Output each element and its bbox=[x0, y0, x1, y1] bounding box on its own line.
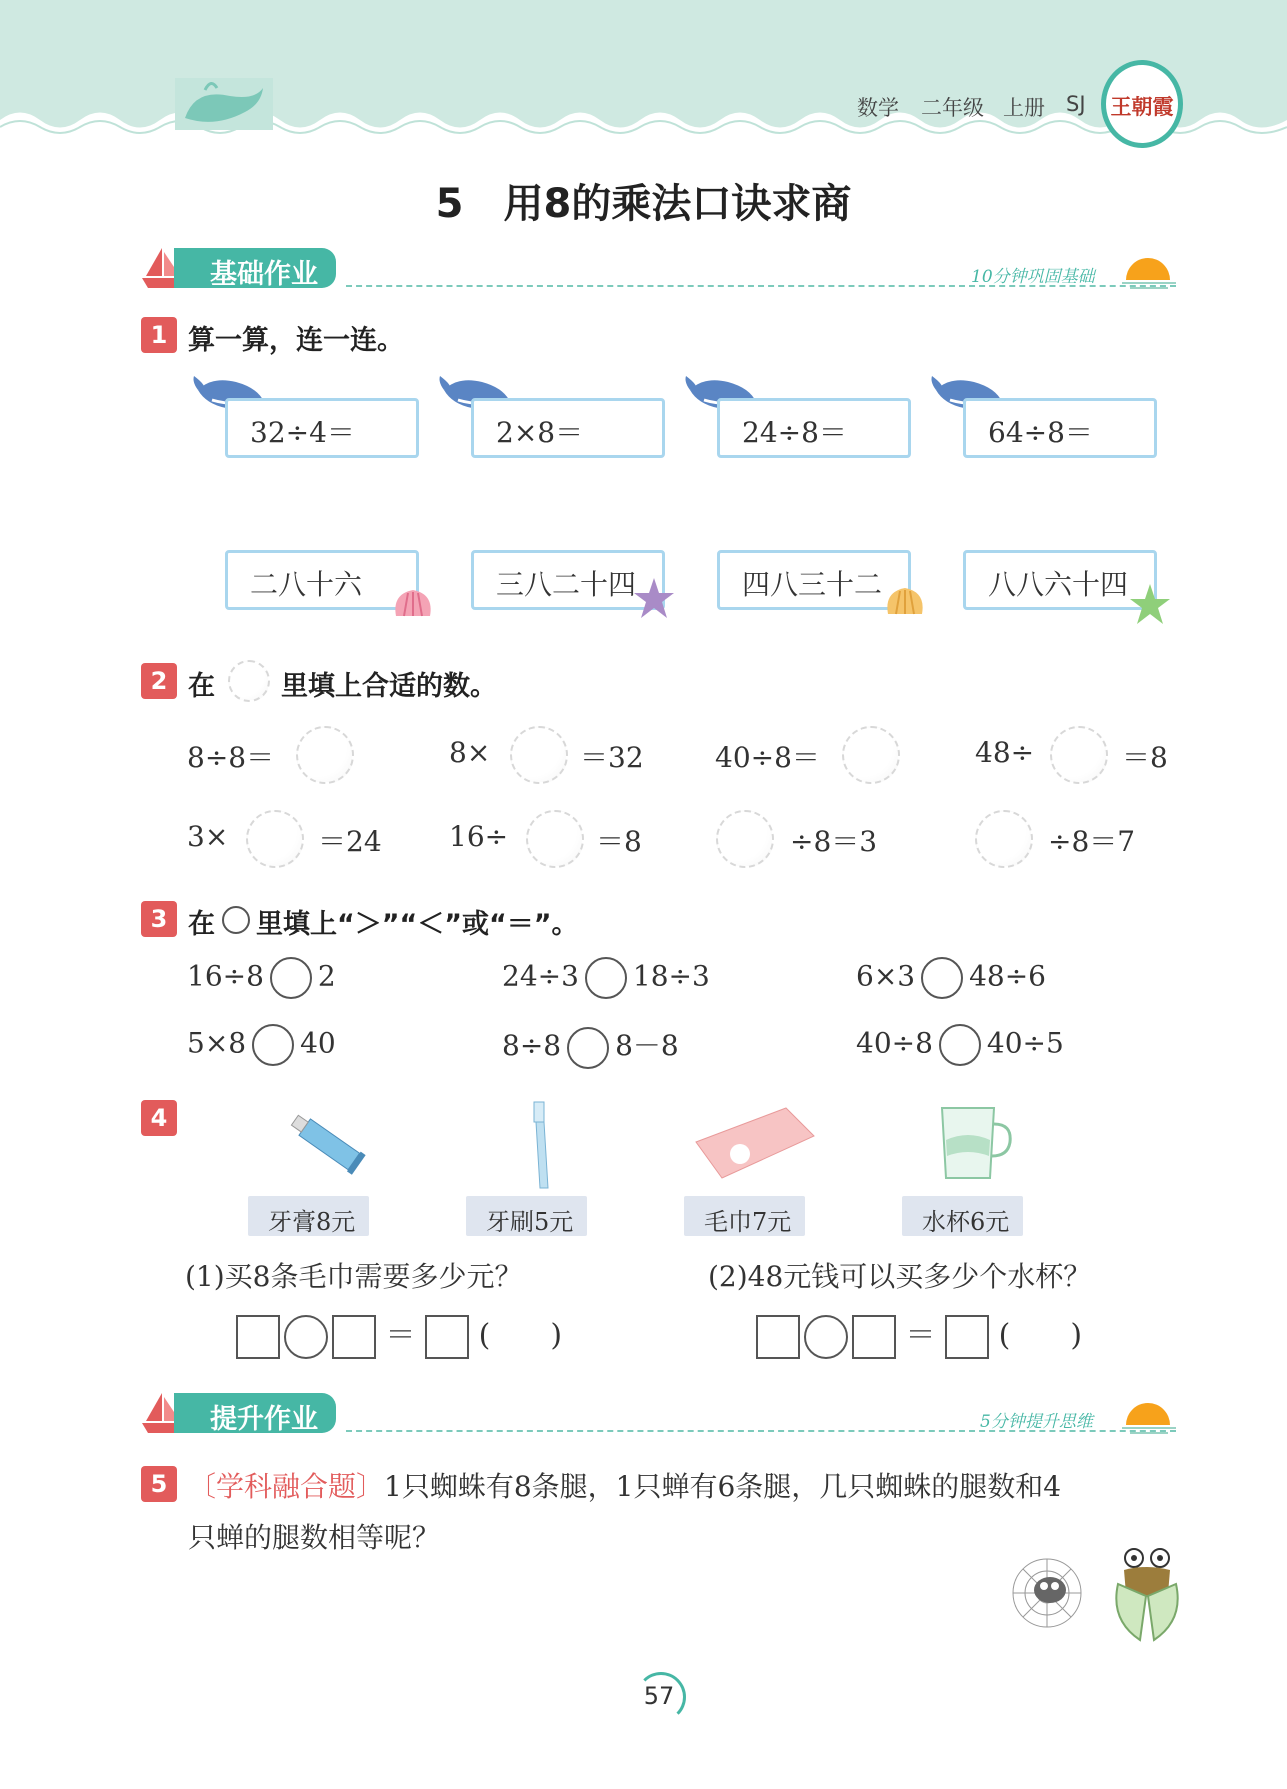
q2-expression-8b: ÷8＝7 bbox=[1048, 825, 1136, 858]
seashell-icon bbox=[884, 584, 926, 620]
grade-label: 二年级 bbox=[921, 96, 984, 120]
starfish-icon bbox=[632, 576, 676, 620]
q2-answer-blank-3[interactable] bbox=[842, 726, 900, 784]
price-label: 水杯6元 bbox=[922, 1208, 1010, 1236]
compare-blank[interactable] bbox=[252, 1024, 294, 1066]
q2-expression-2a: 8× bbox=[449, 736, 491, 769]
question-5-line-2: 只蝉的腿数相等呢？ bbox=[188, 1521, 441, 1554]
price-label: 牙膏8元 bbox=[268, 1208, 356, 1236]
q3-right: 18÷3 bbox=[632, 959, 710, 993]
price-label: 牙刷5元 bbox=[486, 1208, 574, 1236]
q3-right: 40÷5 bbox=[986, 1026, 1064, 1060]
q3-left: 24÷3 bbox=[502, 959, 579, 993]
q2-answer-blank-5[interactable] bbox=[246, 810, 304, 868]
q3-right: 40 bbox=[300, 1026, 336, 1060]
q2-expression-3a: 40÷8＝ bbox=[715, 741, 820, 774]
q2-answer-blank-2[interactable] bbox=[510, 726, 568, 784]
expression-card-2[interactable] bbox=[471, 398, 665, 458]
starfish-icon bbox=[1128, 582, 1172, 626]
subject-label: 数学 bbox=[857, 96, 899, 120]
q3-right: 8－8 bbox=[615, 1029, 679, 1062]
question-2-prompt-start: 在 bbox=[188, 671, 215, 702]
page-title: 5 用8的乘法口诀求商 bbox=[435, 181, 852, 227]
q2-expression-2b: ＝32 bbox=[580, 741, 644, 774]
q3-item-1 bbox=[187, 957, 336, 999]
operator-circle[interactable] bbox=[804, 1315, 848, 1359]
operand-box[interactable] bbox=[332, 1315, 376, 1359]
toothpaste-icon bbox=[280, 1102, 372, 1182]
towel-icon bbox=[690, 1102, 820, 1184]
rhyme-card-3[interactable] bbox=[717, 550, 911, 610]
blank-shell-sample bbox=[228, 660, 270, 702]
toothbrush-icon bbox=[518, 1100, 562, 1192]
question-2-number: 2 bbox=[141, 663, 177, 699]
brand-logo-text: 王朝霞 bbox=[1110, 94, 1174, 119]
question-3-number: 3 bbox=[141, 901, 177, 937]
q2-expression-7b: ÷8＝3 bbox=[790, 825, 878, 858]
compare-blank[interactable] bbox=[270, 957, 312, 999]
expression-card-1[interactable] bbox=[225, 398, 419, 458]
spider-icon bbox=[998, 1556, 1096, 1630]
price-tag-towel bbox=[684, 1196, 805, 1236]
q2-answer-blank-1[interactable] bbox=[296, 726, 354, 784]
rhyme-text: 八八六十四 bbox=[988, 568, 1129, 601]
q3-item-5 bbox=[502, 1024, 679, 1069]
question-4-number: 4 bbox=[141, 1100, 177, 1136]
q3-left: 5×8 bbox=[187, 1026, 247, 1060]
compare-blank[interactable] bbox=[585, 957, 627, 999]
q2-expression-4b: ＝8 bbox=[1122, 741, 1168, 774]
q3-right: 2 bbox=[317, 959, 336, 993]
result-box[interactable] bbox=[425, 1315, 469, 1359]
question-3-prompt-end: 里填上“＞”“＜”或“＝”。 bbox=[256, 909, 579, 940]
q4-subquestion-2: (2)48元钱可以买多少个水杯？ bbox=[708, 1260, 1092, 1293]
rhyme-card-1[interactable] bbox=[225, 550, 419, 610]
q2-expression-5a: 3× bbox=[187, 820, 229, 853]
expression-text: 64÷8＝ bbox=[988, 416, 1093, 449]
cup-icon bbox=[934, 1100, 1014, 1184]
equals-sign: ＝ bbox=[905, 1318, 936, 1353]
q4-subquestion-1: (1)买8条毛巾需要多少元？ bbox=[185, 1260, 523, 1293]
question-5-number: 5 bbox=[141, 1466, 177, 1502]
sunset-icon bbox=[1122, 250, 1176, 290]
seashell-icon bbox=[392, 586, 434, 622]
page-number: 57 bbox=[643, 1682, 675, 1710]
q4-equation-2 bbox=[756, 1310, 1082, 1359]
q4-equation-1 bbox=[236, 1310, 562, 1359]
section-advanced-badge: 提升作业 bbox=[174, 1393, 336, 1433]
q2-answer-blank-8[interactable] bbox=[975, 810, 1033, 868]
q2-expression-4a: 48÷ bbox=[975, 736, 1035, 769]
volume-label: 上册 bbox=[1003, 96, 1045, 120]
question-1-number: 1 bbox=[141, 317, 177, 353]
question-5-tag: 〔学科融合题〕 bbox=[188, 1470, 385, 1503]
question-3-prompt-start: 在 bbox=[188, 909, 215, 940]
rhyme-text: 四八三十二 bbox=[742, 568, 883, 601]
question-1-prompt: 算一算，连一连。 bbox=[188, 325, 404, 356]
q2-answer-blank-6[interactable] bbox=[526, 810, 584, 868]
q2-expression-6a: 16÷ bbox=[449, 820, 509, 853]
unit-parentheses[interactable]: ( ) bbox=[478, 1318, 563, 1353]
q3-item-3 bbox=[856, 957, 1046, 999]
equals-sign: ＝ bbox=[385, 1318, 416, 1353]
operator-circle[interactable] bbox=[284, 1315, 328, 1359]
section-basic-note: 10分钟巩固基础 bbox=[971, 267, 1095, 287]
q2-answer-blank-7[interactable] bbox=[716, 810, 774, 868]
price-tag-toothbrush bbox=[466, 1196, 587, 1236]
compare-blank[interactable] bbox=[939, 1024, 981, 1066]
q2-expression-1a: 8÷8＝ bbox=[187, 741, 275, 774]
expression-text: 2×8＝ bbox=[496, 416, 584, 449]
price-tag-toothpaste bbox=[248, 1196, 369, 1236]
sunset-icon bbox=[1122, 1395, 1176, 1435]
q2-answer-blank-4[interactable] bbox=[1050, 726, 1108, 784]
q2-expression-6b: ＝8 bbox=[596, 825, 642, 858]
question-2-prompt-end: 里填上合适的数。 bbox=[281, 671, 497, 702]
compare-blank[interactable] bbox=[567, 1027, 609, 1069]
expression-card-4[interactable] bbox=[963, 398, 1157, 458]
q3-item-2 bbox=[502, 957, 710, 999]
rhyme-text: 三八二十四 bbox=[496, 568, 637, 601]
price-label: 毛巾7元 bbox=[704, 1208, 792, 1236]
whale-header-icon bbox=[175, 78, 273, 130]
brand-logo bbox=[1101, 60, 1183, 148]
unit-parentheses[interactable]: ( ) bbox=[998, 1318, 1083, 1353]
rhyme-text: 二八十六 bbox=[250, 568, 363, 601]
q3-left: 6×3 bbox=[856, 959, 916, 993]
q3-right: 48÷6 bbox=[969, 959, 1046, 993]
expression-text: 24÷8＝ bbox=[742, 416, 847, 449]
question-5-text: 1只蜘蛛有8条腿，1只蝉有6条腿，几只蜘蛛的腿数和4 bbox=[384, 1470, 1062, 1503]
operand-box[interactable] bbox=[852, 1315, 896, 1359]
section-basic-badge: 基础作业 bbox=[174, 248, 336, 288]
edition-label: SJ bbox=[1066, 92, 1086, 116]
result-box[interactable] bbox=[945, 1315, 989, 1359]
q3-left: 8÷8 bbox=[502, 1029, 562, 1062]
price-tag-cup bbox=[902, 1196, 1023, 1236]
compare-blank[interactable] bbox=[921, 957, 963, 999]
operand-box[interactable] bbox=[756, 1315, 800, 1359]
operand-box[interactable] bbox=[236, 1315, 280, 1359]
q3-left: 16÷8 bbox=[187, 959, 264, 993]
cicada-icon bbox=[1110, 1540, 1184, 1644]
expression-card-3[interactable] bbox=[717, 398, 911, 458]
section-advanced-note: 5分钟提升思维 bbox=[980, 1412, 1093, 1432]
question-5-line-1 bbox=[188, 1465, 1061, 1505]
compare-circle-sample bbox=[222, 906, 250, 934]
q3-item-4 bbox=[187, 1024, 336, 1066]
q2-expression-5b: ＝24 bbox=[318, 825, 382, 858]
q3-item-6 bbox=[856, 1024, 1064, 1066]
q3-left: 40÷8 bbox=[856, 1026, 933, 1060]
expression-text: 32÷4＝ bbox=[250, 416, 355, 449]
